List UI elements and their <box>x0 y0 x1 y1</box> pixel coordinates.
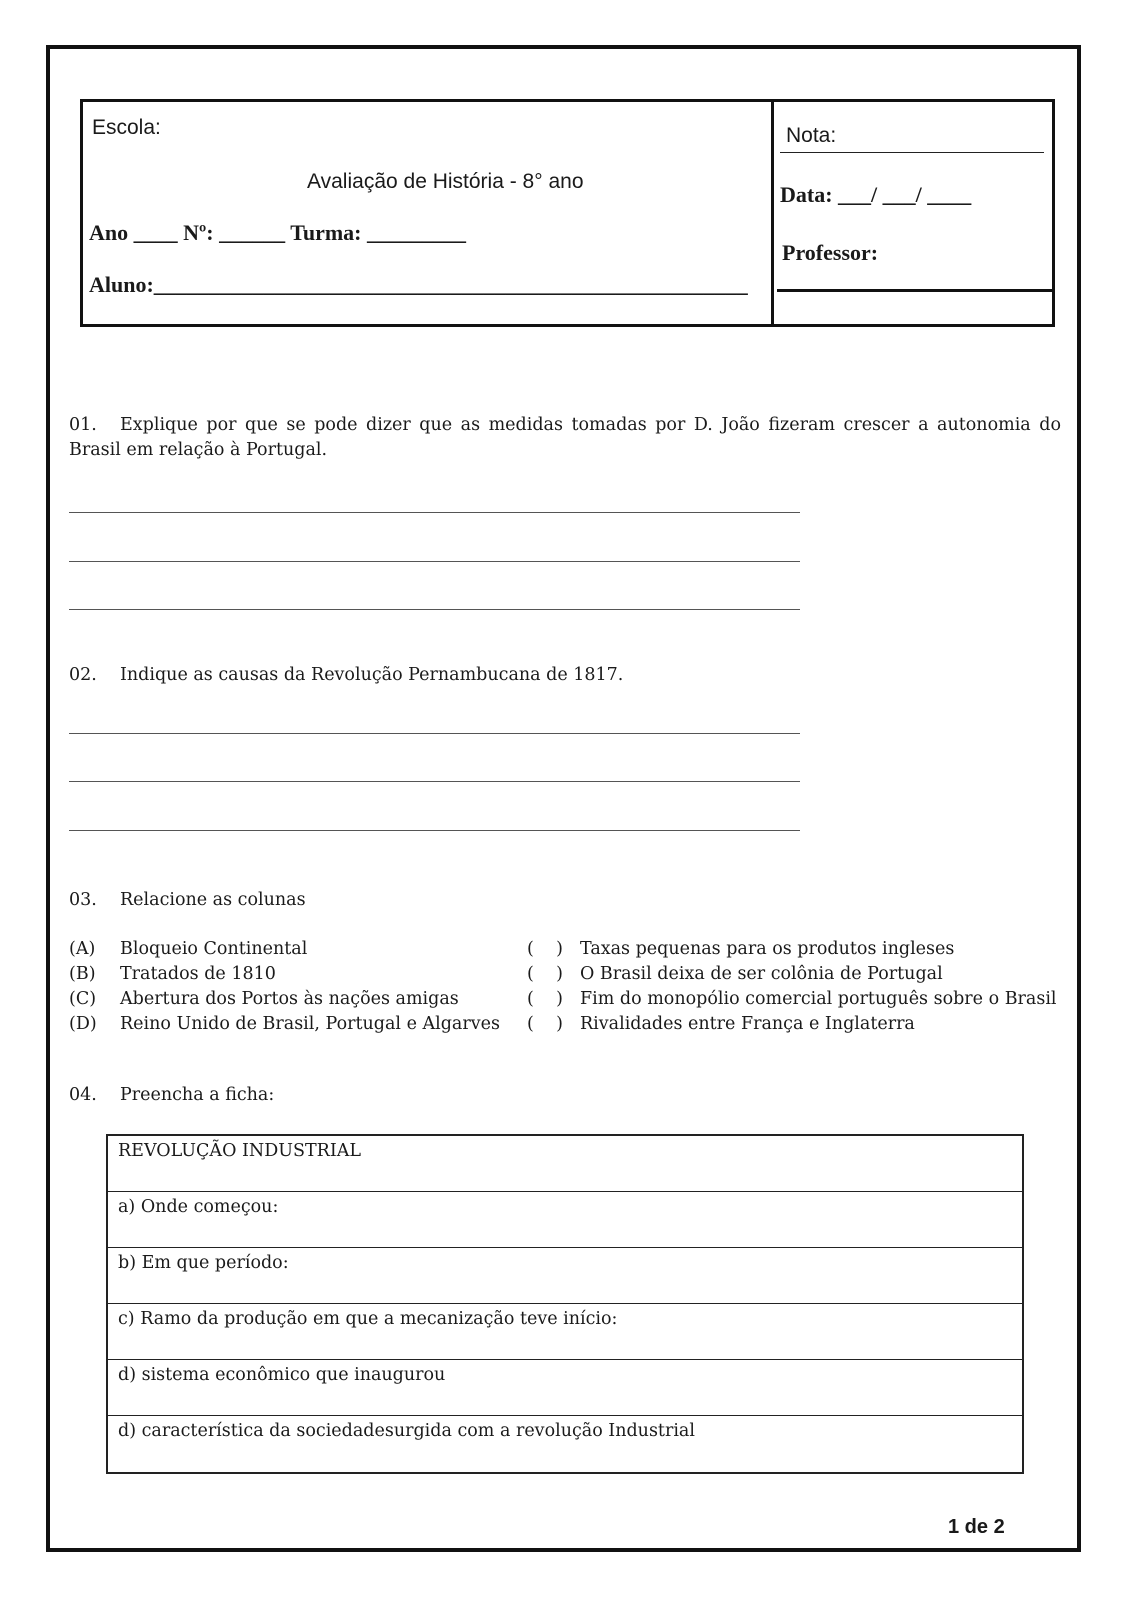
ficha-row[interactable]: a) Onde começou: <box>108 1192 1022 1248</box>
answer-line[interactable] <box>69 609 800 610</box>
match-left-column <box>69 937 500 1037</box>
match-right-item <box>527 1012 1057 1037</box>
match-text: O Brasil deixa de ser colônia de Portugal <box>580 964 943 984</box>
match-text: Abertura dos Portos às nações amigas <box>120 989 459 1009</box>
page-number: 1 de 2 <box>948 1516 1005 1538</box>
match-right-item <box>527 962 1057 987</box>
ficha-row[interactable]: c) Ramo da produção em que a mecanização teve início: <box>108 1304 1022 1360</box>
question-3-number: 03. <box>69 890 97 910</box>
data-line[interactable]: Data: ___/ ___/ ____ <box>780 182 972 207</box>
header-box <box>80 99 1055 327</box>
answer-blank[interactable]: ( ) <box>527 989 563 1009</box>
question-4-text: Preencha a ficha: <box>120 1085 275 1105</box>
ficha-row[interactable]: d) sistema econômico que inaugurou <box>108 1360 1022 1416</box>
match-left-item <box>69 1012 500 1037</box>
match-tag: (A) <box>69 939 96 959</box>
nota-label: Nota: <box>786 124 837 147</box>
match-text: Bloqueio Continental <box>120 939 308 959</box>
question-2 <box>69 663 623 688</box>
answer-blank[interactable]: ( ) <box>527 1014 563 1034</box>
match-tag: (B) <box>69 964 96 984</box>
answer-blank[interactable]: ( ) <box>527 964 563 984</box>
answer-blank[interactable]: ( ) <box>527 939 563 959</box>
question-2-text: Indique as causas da Revolução Pernambucana de 1817. <box>120 665 624 685</box>
match-right-item <box>527 937 1057 962</box>
answer-line[interactable] <box>69 830 800 831</box>
match-text: Rivalidades entre França e Inglaterra <box>580 1014 915 1034</box>
match-tag: (D) <box>69 1014 97 1034</box>
question-1-number: 01. <box>69 415 97 435</box>
question-3 <box>69 888 306 913</box>
match-left-item <box>69 987 500 1012</box>
answer-line[interactable] <box>69 733 800 734</box>
escola-label: Escola: <box>92 116 161 139</box>
aluno-line[interactable]: Aluno:______________________________________________________ <box>89 272 748 297</box>
match-text: Reino Unido de Brasil, Portugal e Algarves <box>120 1014 500 1034</box>
question-4-number: 04. <box>69 1085 97 1105</box>
match-right-item <box>527 987 1057 1012</box>
question-4 <box>69 1083 274 1108</box>
question-3-text: Relacione as colunas <box>120 890 306 910</box>
ficha-table <box>106 1134 1024 1474</box>
exam-title: Avaliação de História - 8° ano <box>307 170 584 193</box>
match-left-item <box>69 962 500 987</box>
match-left-item <box>69 937 500 962</box>
question-1-text: Explique por que se pode dizer que as medidas tomadas por D. João fizeram crescer a autonomia do Brasil em relação à Portugal. <box>69 415 1061 460</box>
match-text: Tratados de 1810 <box>120 964 276 984</box>
ficha-title: REVOLUÇÃO INDUSTRIAL <box>108 1136 1022 1192</box>
question-2-number: 02. <box>69 665 97 685</box>
match-text: Fim do monopólio comercial português sobre o Brasil <box>580 989 1057 1009</box>
nota-underline[interactable] <box>780 152 1044 153</box>
ficha-row[interactable]: b) Em que período: <box>108 1248 1022 1304</box>
answer-line[interactable] <box>69 561 800 562</box>
match-right-column <box>527 937 1057 1037</box>
match-tag: (C) <box>69 989 97 1009</box>
answer-line[interactable] <box>69 781 800 782</box>
professor-rule <box>777 289 1055 292</box>
ficha-row[interactable]: d) característica da sociedadesurgida com a revolução Industrial <box>118 1421 695 1441</box>
professor-label: Professor: <box>782 240 879 265</box>
ano-numero-turma-line[interactable]: Ano ____ Nº: ______ Turma: _________ <box>89 220 467 245</box>
match-text: Taxas pequenas para os produtos ingleses <box>580 939 955 959</box>
question-1 <box>69 413 1061 463</box>
header-divider <box>771 102 774 324</box>
answer-line[interactable] <box>69 512 800 513</box>
